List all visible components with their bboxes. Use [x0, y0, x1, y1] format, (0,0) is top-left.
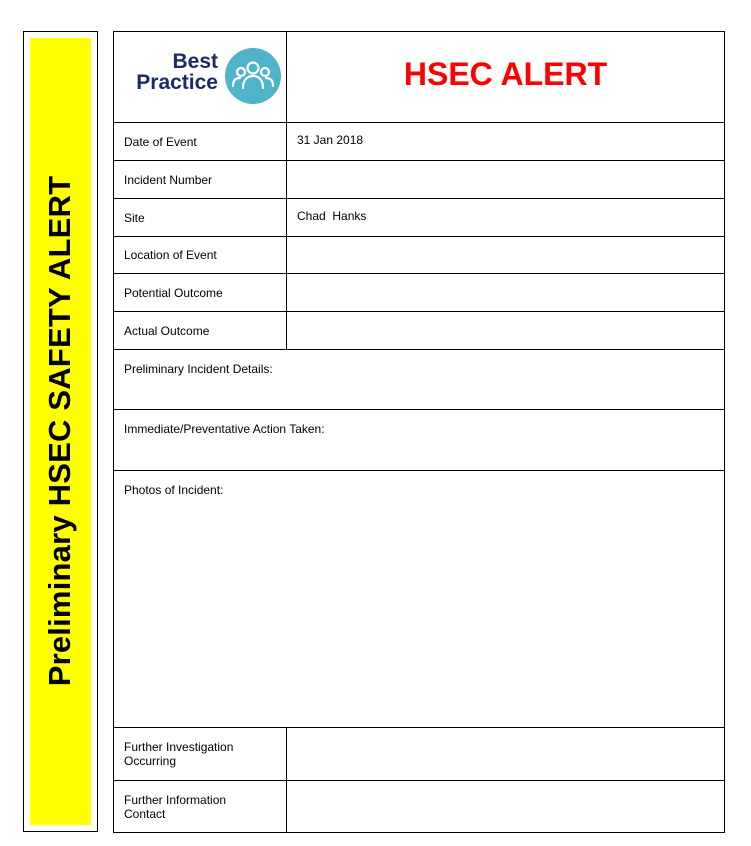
incident-number-label: Incident Number [114, 161, 287, 198]
location-of-event-value[interactable] [287, 237, 724, 273]
immediate-action-label: Immediate/Preventative Action Taken: [124, 422, 325, 436]
field-row-further-investigation [114, 728, 724, 781]
potential-outcome-value[interactable] [287, 274, 724, 311]
logo-line1: Best [172, 50, 218, 73]
actual-outcome-label: Actual Outcome [114, 312, 287, 349]
field-row-location [114, 237, 724, 274]
date-of-event-label: Date of Event [114, 123, 287, 160]
further-information-label: Further Information Contact [114, 781, 287, 832]
further-investigation-value[interactable] [287, 728, 724, 780]
logo-line2: Practice [136, 71, 218, 94]
header-row [114, 32, 724, 123]
section-photos[interactable] [114, 471, 724, 728]
field-row-further-information [114, 781, 724, 832]
section-preliminary-details[interactable] [114, 350, 724, 410]
hsec-alert-form [113, 31, 725, 833]
preliminary-details-label: Preliminary Incident Details: [124, 362, 273, 376]
potential-outcome-label: Potential Outcome [114, 274, 287, 311]
further-investigation-label: Further Investigation Occurring [114, 728, 287, 780]
date-of-event-value[interactable]: 31 Jan 2018 [297, 133, 364, 147]
logo-text [136, 51, 218, 93]
field-row-potential-outcome [114, 274, 724, 312]
section-immediate-action[interactable] [114, 410, 724, 471]
incident-number-value[interactable] [287, 161, 724, 198]
location-of-event-label: Location of Event [114, 237, 287, 273]
logo [114, 32, 287, 122]
site-value[interactable]: Chad Hanks [297, 209, 367, 223]
alert-title: HSEC ALERT [403, 55, 608, 92]
actual-outcome-value[interactable] [287, 312, 724, 349]
field-row-date [114, 123, 724, 161]
people-group-icon [225, 48, 281, 104]
field-row-actual-outcome [114, 312, 724, 350]
field-row-incident-number [114, 161, 724, 199]
field-row-site [114, 199, 724, 237]
sidebar-title: Preliminary HSEC SAFETY ALERT [42, 175, 77, 687]
photos-label: Photos of Incident: [124, 483, 224, 497]
site-label: Site [114, 199, 287, 236]
further-information-value[interactable] [287, 781, 724, 832]
